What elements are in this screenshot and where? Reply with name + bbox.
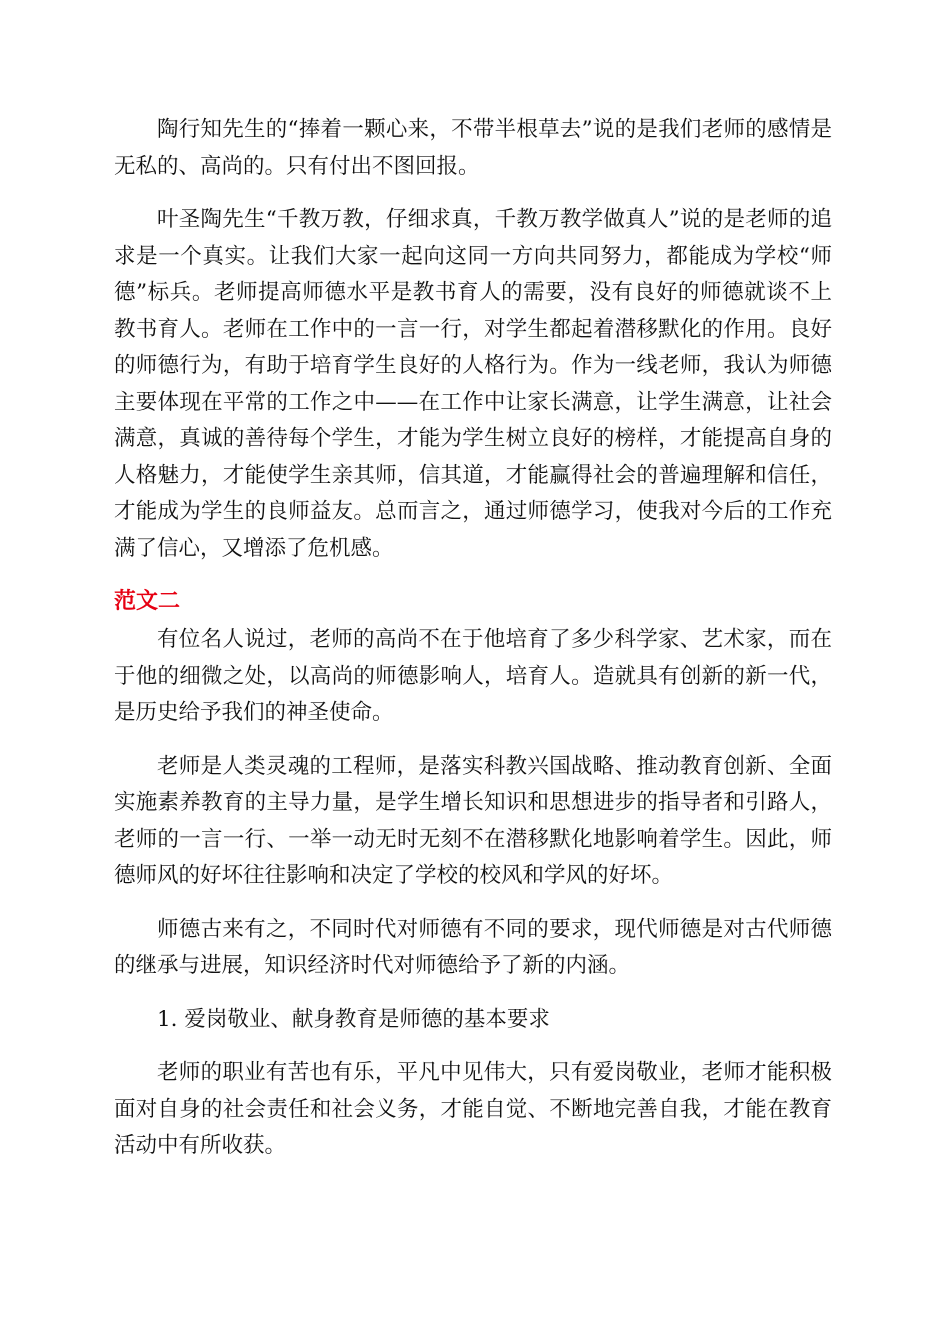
paragraph-ancient-ethics: 师德古来有之，不同时代对师德有不同的要求，现代师德是对古代师德的继承与进展，知识经济时代对师德给予了新的内涵。 <box>114 916 832 978</box>
paragraph-tao-xingzhi: 陶行知先生的“捧着一颗心来，不带半根草去”说的是我们老师的感情是无私的、高尚的。只有付出不图回报。 <box>114 117 832 179</box>
section-heading-fanwen-er: 范文二 <box>114 589 181 614</box>
paragraph-profession: 老师的职业有苦也有乐，平凡中见伟大，只有爱岗敬业，老师才能积极面对自身的社会责任和社会义务，才能自觉、不断地完善自我，才能在教育活动中有所收获。 <box>114 1060 832 1158</box>
document-body <box>114 112 832 1182</box>
paragraph-famous-person: 有位名人说过，老师的高尚不在于他培育了多少科学家、艺术家，而在于他的细微之处，以高尚的师德影响人，培育人。造就具有创新的新一代，是历史给予我们的神圣使命。 <box>114 627 832 725</box>
list-item-heading-1: 1. 爱岗敬业、献身教育是师德的基本要求 <box>157 1006 550 1032</box>
paragraph-ye-shengtao: 叶圣陶先生“千教万教，仔细求真，千教万教学做真人”说的是老师的追求是一个真实。让我们大家一起向这同一方向共同努力，都能成为学校“师德”标兵。老师提高师德水平是教书育人的需要，没有良好的师德就谈不上教书育人。老师在工作中的一言一行，对学生都起着潜移默化的作用。良好的师德行为，有助于培育学生良好的人格行为。作为一线老师，我认为师德主要体现在平常的工作之中——在工作中让家长满意，让学生满意，让社会满意，真诚的善待每个学生，才能为学生树立良好的榜样，才能提高自身的人格魅力，才能使学生亲其师，信其道，才能赢得社会的普遍理解和信任，才能成为学生的良师益友。总而言之，通过师德学习，使我对今后的工作充满了信心，又增添了危机感。 <box>114 207 832 561</box>
paragraph-soul-engineer: 老师是人类灵魂的工程师，是落实科教兴国战略、推动教育创新、全面实施素养教育的主导力量，是学生增长知识和思想进步的指导者和引路人，老师的一言一行、一举一动无时无刻不在潜移默化地影响着学生。因此，师德师风的好坏往往影响和决定了学校的校风和学风的好坏。 <box>114 753 832 888</box>
